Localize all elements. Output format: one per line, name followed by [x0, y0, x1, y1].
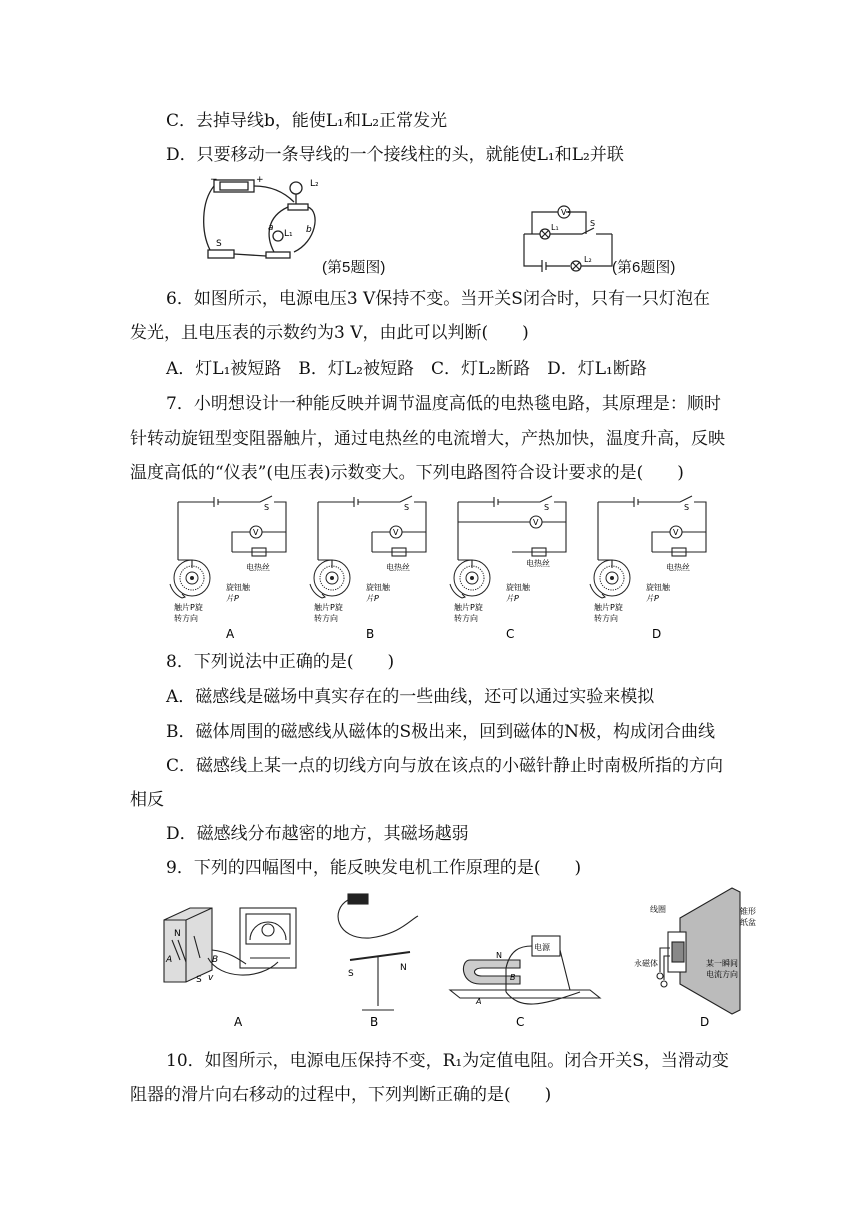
q7b-knob1-label: 旋钮触	[366, 583, 390, 592]
q9-choice-a: A	[234, 1015, 243, 1029]
q9a-a-label: A	[166, 955, 173, 965]
q7b-dir1-label: 触片P旋	[314, 603, 343, 612]
fig5-caption: (第5题图)	[322, 259, 386, 276]
q9-figure-a	[164, 908, 296, 982]
q9-figure-d	[657, 888, 740, 1014]
q9-choice-d: D	[700, 1015, 710, 1029]
q7d-dir2-label: 转方向	[594, 614, 618, 623]
q9a-s-label: S	[196, 975, 202, 985]
q9c-power-label: 电源	[534, 943, 550, 952]
q7d-heater-label: 电热丝	[666, 563, 690, 572]
q7c-heater-label: 电热丝	[526, 559, 550, 568]
q7a-s-label: S	[264, 503, 270, 512]
q7-choice-b: B	[366, 627, 375, 641]
q9c-n-label: N	[496, 951, 502, 960]
q9a-b-label: B	[212, 955, 219, 965]
q9c-b-label: B	[510, 973, 516, 982]
fig5-plus-label: +	[256, 175, 264, 185]
q7d-knob1-label: 旋钮触	[646, 583, 670, 592]
q9d-cone2-label: 纸盆	[740, 918, 756, 927]
fig5-s-label: S	[216, 239, 222, 249]
q10-stem-line1: 10．如图所示，电源电压保持不变，R₁为定值电阻。闭合开关S，当滑动变	[166, 1051, 729, 1071]
q9-stem: 9．下列的四幅图中，能反映发电机工作原理的是( )	[166, 858, 582, 878]
q8-option-c1: C．磁感线上某一点的切线方向与放在该点的小磁针静止时南极所指的方向	[166, 756, 724, 776]
q9d-cur2-label: 电流方向	[706, 970, 738, 979]
fig6-l2-label: L₂	[584, 255, 592, 264]
q7-stem-line1: 7．小明想设计一种能反映并调节温度高低的电热毯电路，其原理是：顺时	[166, 394, 721, 414]
q9-figure-c	[450, 936, 600, 1004]
fig5-b-label: b	[306, 225, 312, 235]
q9d-cone1-label: 锥形	[740, 907, 756, 916]
q7a-knob1-label: 旋钮触	[226, 583, 250, 592]
q7b-knob2-label: 片P	[366, 594, 379, 603]
q7b-s-label: S	[404, 503, 410, 512]
q7c-dir2-label: 转方向	[454, 614, 478, 623]
q8-option-a: A．磁感线是磁场中真实存在的一些曲线，还可以通过实验来模拟	[166, 687, 655, 707]
q7a-dir1-label: 触片P旋	[174, 603, 203, 612]
q7-choice-d: D	[652, 627, 662, 641]
q7-circuit-figures	[168, 490, 708, 650]
q7a-heater-label: 电热丝	[246, 563, 270, 572]
fig6-v-label: V	[561, 208, 567, 217]
fig5-minus-label: −	[210, 175, 218, 185]
q7d-s-label: S	[684, 503, 690, 512]
q8-option-d: D．磁感线分布越密的地方，其磁场越弱	[166, 824, 469, 844]
q9a-v-label: v	[208, 973, 214, 983]
q9-choice-b: B	[370, 1015, 379, 1029]
q7d-knob2-label: 片P	[646, 594, 659, 603]
q7c-v-label: V	[533, 518, 539, 527]
q9-choice-c: C	[516, 1015, 525, 1029]
fig6-s-label: S	[590, 219, 596, 228]
q9d-coil-label: 线圈	[650, 905, 666, 914]
fig6-l1-label: L₁	[551, 223, 559, 232]
q7d-dir1-label: 触片P旋	[594, 603, 623, 612]
q7a-dir2-label: 转方向	[174, 614, 198, 623]
fig5-a-label: a	[268, 223, 274, 233]
q9d-cur1-label: 某一瞬间	[706, 959, 738, 968]
q8-stem: 8．下列说法中正确的是( )	[166, 652, 395, 672]
fig5-l1-label: L₁	[284, 229, 293, 239]
fig5-l2-label: L₂	[310, 179, 319, 189]
q7-stem-line3: 温度高低的“仪表”(电压表)示数变大。下列电路图符合设计要求的是( )	[130, 463, 684, 483]
q7b-v-label: V	[393, 528, 399, 537]
q7-choice-a: A	[226, 627, 235, 641]
q6-stem-line2: 发光，且电压表的示数约为3 V，由此可以判断( )	[130, 323, 529, 343]
fig6-caption: (第6题图)	[612, 259, 676, 276]
q7c-dir1-label: 触片P旋	[454, 603, 483, 612]
q4-option-d: D．只要移动一条导线的一个接线柱的头，就能使L₁和L₂并联	[166, 145, 624, 165]
q7c-s-label: S	[544, 503, 550, 512]
q7c-knob2-label: 片P	[506, 594, 519, 603]
q4-option-c: C．去掉导线b，能使L₁和L₂正常发光	[166, 111, 448, 131]
q9d-magnet-label: 永磁体	[634, 959, 658, 968]
q7b-dir2-label: 转方向	[314, 614, 338, 623]
q7b-heater-label: 电热丝	[386, 563, 410, 572]
q9c-a-label: A	[476, 997, 482, 1006]
q7c-knob1-label: 旋钮触	[506, 583, 530, 592]
q7-stem-line2: 针转动旋钮型变阻器触片，通过电热丝的电流增大，产热加快，温度升高，反映	[130, 429, 725, 449]
q9a-n-label: N	[174, 929, 181, 939]
q8-option-c2: 相反	[130, 790, 164, 810]
q9b-s-label: S	[348, 969, 354, 979]
q7-choice-c: C	[506, 627, 515, 641]
figure-6-circuit	[520, 200, 620, 274]
q9-figure-b	[338, 894, 418, 1010]
q10-stem-line2: 阻器的滑片向右移动的过程中，下列判断正确的是( )	[130, 1085, 552, 1105]
q7a-knob2-label: 片P	[226, 594, 239, 603]
q7a-v-label: V	[253, 528, 259, 537]
q8-option-b: B．磁体周围的磁感线从磁体的S极出来，回到磁体的N极，构成闭合曲线	[166, 722, 716, 742]
q9b-n-label: N	[400, 963, 407, 973]
q9-figures	[160, 880, 756, 1040]
q7d-v-label: V	[673, 528, 679, 537]
q6-options: A．灯L₁被短路 B．灯L₂被短路 C．灯L₂断路 D．灯L₁断路	[166, 359, 647, 379]
q6-stem-line1: 6．如图所示，电源电压3 V保持不变。当开关S闭合时，只有一只灯泡在	[166, 289, 710, 309]
